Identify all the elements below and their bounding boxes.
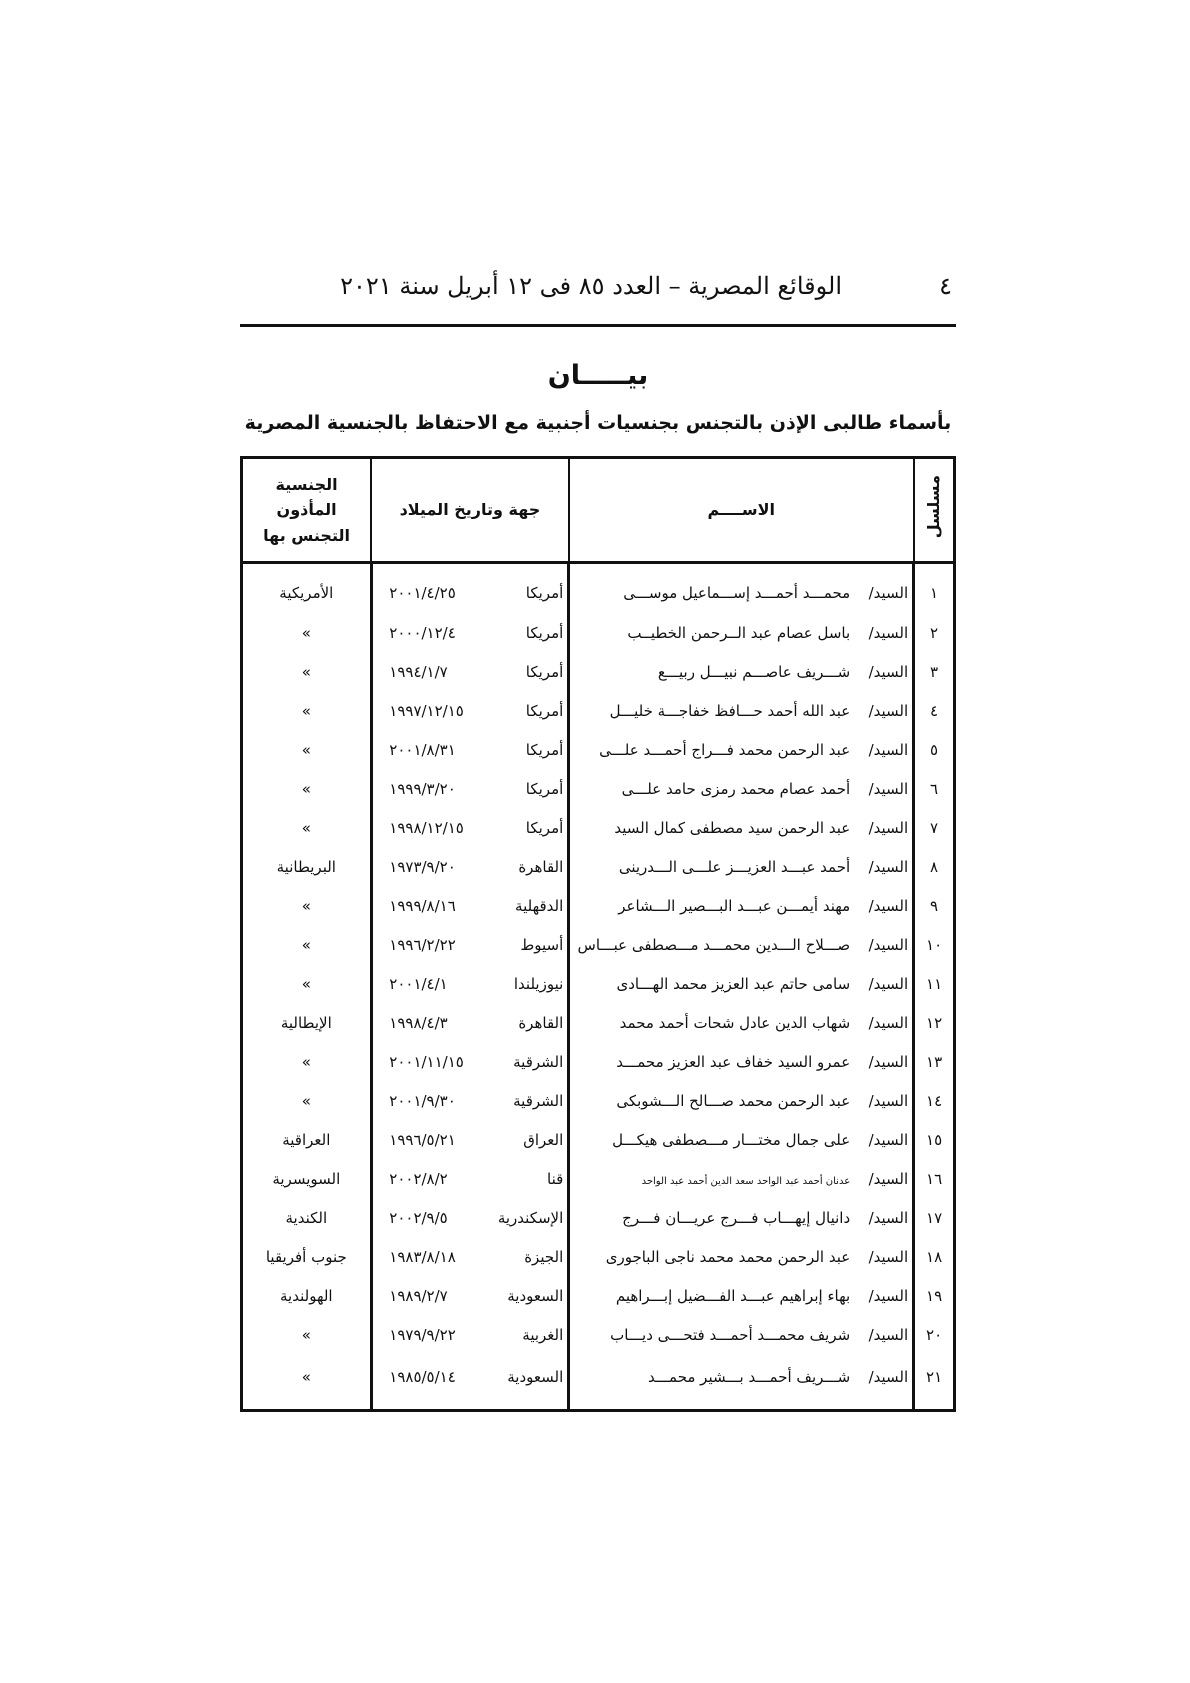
row-honorific: السيد/ xyxy=(868,623,909,642)
row-name-cell xyxy=(569,691,914,730)
row-honorific: السيد/ xyxy=(868,1286,909,1305)
row-birth-cell xyxy=(371,1315,569,1354)
row-nationality: » xyxy=(242,613,372,652)
row-honorific: السيد/ xyxy=(868,1013,909,1032)
row-nationality: البريطانية xyxy=(242,847,372,886)
row-honorific: السيد/ xyxy=(868,1247,909,1266)
row-honorific: السيد/ xyxy=(868,818,909,837)
row-serial: ٨ xyxy=(914,847,955,886)
row-birth-cell xyxy=(371,1237,569,1276)
row-serial: ١١ xyxy=(914,964,955,1003)
row-birth-cell xyxy=(371,730,569,769)
row-full-name: عبد الرحمن سيد مصطفى كمال السيد xyxy=(614,818,851,837)
row-name-cell xyxy=(569,613,914,652)
row-serial: ٣ xyxy=(914,652,955,691)
row-birth-place: أمريكا xyxy=(525,662,564,681)
page-number: ٤ xyxy=(939,272,952,300)
row-honorific: السيد/ xyxy=(868,1169,909,1188)
row-birth-place: القاهرة xyxy=(518,857,564,876)
row-nationality: الإيطالية xyxy=(242,1003,372,1042)
row-birth-date: ٢٠٠٢/٨/٢ xyxy=(389,1169,448,1188)
row-birth-date: ١٩٩٩/٨/١٦ xyxy=(389,896,456,915)
row-nationality: » xyxy=(242,964,372,1003)
row-serial: ١٣ xyxy=(914,1042,955,1081)
row-birth-date: ١٩٩٩/٣/٢٠ xyxy=(389,779,456,798)
row-name-cell xyxy=(569,1159,914,1198)
row-honorific: السيد/ xyxy=(868,857,909,876)
row-birth-cell xyxy=(371,964,569,1003)
row-serial: ١ xyxy=(914,563,955,614)
row-name-cell xyxy=(569,847,914,886)
row-nationality: » xyxy=(242,808,372,847)
row-serial: ١٠ xyxy=(914,925,955,964)
table-row xyxy=(242,691,955,730)
row-full-name: شريف محمـــد أحمـــد فتحـــى ديـــاب xyxy=(610,1325,851,1344)
table-row xyxy=(242,1276,955,1315)
page-header xyxy=(240,270,956,327)
row-honorific: السيد/ xyxy=(868,974,909,993)
row-serial: ٤ xyxy=(914,691,955,730)
row-full-name: عبد الله أحمد حـــافظ خفاجـــة خليـــل xyxy=(609,701,851,720)
row-birth-place: الشرقية xyxy=(513,1091,564,1110)
row-birth-date: ٢٠٠١/٤/١ xyxy=(389,974,448,993)
row-nationality: العراقية xyxy=(242,1120,372,1159)
table-row xyxy=(242,1198,955,1237)
row-nationality: الأمريكية xyxy=(242,563,372,614)
row-serial: ٢٠ xyxy=(914,1315,955,1354)
row-full-name: سامى حاتم عبد العزيز محمد الهـــادى xyxy=(616,974,851,993)
row-honorific: السيد/ xyxy=(868,1367,909,1386)
row-birth-cell xyxy=(371,1159,569,1198)
table-row xyxy=(242,1237,955,1276)
row-name-cell xyxy=(569,1276,914,1315)
row-full-name: أحمد عبـــد العزيـــز علـــى الـــدرينى xyxy=(618,857,851,876)
row-honorific: السيد/ xyxy=(868,701,909,720)
table-row xyxy=(242,847,955,886)
table-row xyxy=(242,1042,955,1081)
row-birth-date: ٢٠٠٠/١٢/٤ xyxy=(389,623,456,642)
row-name-cell xyxy=(569,563,914,614)
row-name-cell xyxy=(569,652,914,691)
row-full-name: عبد الرحمن محمد فـــراج أحمـــد علـــى xyxy=(599,740,851,759)
row-birth-cell xyxy=(371,1120,569,1159)
table-row xyxy=(242,1081,955,1120)
row-birth-place: العراق xyxy=(523,1130,564,1149)
running-head: الوقائع المصرية – العدد ٨٥ فى ١٢ أبريل سنة ٢٠٢١ xyxy=(340,272,842,300)
row-birth-place: أسيوط xyxy=(520,935,564,954)
document-title: بيـــــان xyxy=(547,360,649,391)
row-birth-cell xyxy=(371,808,569,847)
row-name-cell xyxy=(569,808,914,847)
row-birth-place: أمريكا xyxy=(525,779,564,798)
row-full-name: شهاب الدين عادل شحات أحمد محمد xyxy=(619,1013,851,1032)
row-honorific: السيد/ xyxy=(868,662,909,681)
row-serial: ١٩ xyxy=(914,1276,955,1315)
table-row xyxy=(242,730,955,769)
header-name: الاســــم xyxy=(569,458,914,563)
row-full-name: بهاء إبراهيم عبـــد الفـــضيل إبـــراهيم xyxy=(615,1286,851,1305)
row-birth-place: قنا xyxy=(547,1169,564,1188)
row-serial: ١٤ xyxy=(914,1081,955,1120)
row-name-cell xyxy=(569,1315,914,1354)
row-birth-date: ١٩٨٣/٨/١٨ xyxy=(389,1247,456,1266)
row-birth-cell xyxy=(371,1276,569,1315)
document-subtitle: بأسماء طالبى الإذن بالتجنس بجنسيات أجنبية مع الاحتفاظ بالجنسية المصرية xyxy=(244,412,952,434)
row-nationality: » xyxy=(242,1354,372,1411)
row-birth-place: الشرقية xyxy=(513,1052,564,1071)
applicants-table xyxy=(240,456,956,1412)
table-row xyxy=(242,1315,955,1354)
row-full-name: دانيال إيهـــاب فـــرج عريـــان فـــرج xyxy=(622,1208,851,1227)
row-serial: ٢١ xyxy=(914,1354,955,1411)
row-nationality: » xyxy=(242,1315,372,1354)
table-row xyxy=(242,769,955,808)
row-birth-place: نيوزيلندا xyxy=(513,974,564,993)
row-nationality: جنوب أفريقيا xyxy=(242,1237,372,1276)
row-birth-cell xyxy=(371,652,569,691)
row-birth-cell xyxy=(371,1003,569,1042)
row-name-cell xyxy=(569,1237,914,1276)
row-birth-place: أمريكا xyxy=(525,701,564,720)
table-row xyxy=(242,613,955,652)
row-birth-cell xyxy=(371,563,569,614)
row-nationality: » xyxy=(242,769,372,808)
row-honorific: السيد/ xyxy=(868,1052,909,1071)
row-birth-place: الجيزة xyxy=(524,1247,564,1266)
row-serial: ١٢ xyxy=(914,1003,955,1042)
row-serial: ١٨ xyxy=(914,1237,955,1276)
row-birth-date: ١٩٧٩/٩/٢٢ xyxy=(389,1325,456,1344)
row-nationality: الهولندية xyxy=(242,1276,372,1315)
row-birth-date: ١٩٨٩/٢/٧ xyxy=(389,1286,448,1305)
row-birth-cell xyxy=(371,691,569,730)
row-birth-place: القاهرة xyxy=(518,1013,564,1032)
row-name-cell xyxy=(569,769,914,808)
row-nationality: السويسرية xyxy=(242,1159,372,1198)
row-birth-place: الدقهلية xyxy=(515,896,564,915)
row-nationality: » xyxy=(242,1081,372,1120)
header-nationality: الجنسية المأذون التجنس بها xyxy=(242,458,372,563)
row-nationality: » xyxy=(242,691,372,730)
row-honorific: السيد/ xyxy=(868,779,909,798)
row-birth-date: ٢٠٠١/١١/١٥ xyxy=(389,1052,464,1071)
table-row xyxy=(242,964,955,1003)
row-honorific: السيد/ xyxy=(868,1091,909,1110)
row-nationality: » xyxy=(242,652,372,691)
row-birth-place: السعودية xyxy=(507,1286,564,1305)
row-name-cell xyxy=(569,886,914,925)
row-birth-cell xyxy=(371,886,569,925)
row-birth-cell xyxy=(371,925,569,964)
row-full-name: عبد الرحمن محمد محمد ناجى الباجورى xyxy=(605,1247,851,1266)
row-name-cell xyxy=(569,1354,914,1411)
row-full-name: عمرو السيد خفاف عبد العزيز محمـــد xyxy=(616,1052,851,1071)
row-honorific: السيد/ xyxy=(868,935,909,954)
table-body xyxy=(242,563,955,1411)
row-birth-cell xyxy=(371,847,569,886)
row-full-name: باسل عصام عبد الــرحمن الخطيــب xyxy=(627,623,851,642)
row-serial: ٢ xyxy=(914,613,955,652)
row-birth-date: ١٩٩٨/٤/٣ xyxy=(389,1013,448,1032)
row-birth-date: ١٩٩٨/١٢/١٥ xyxy=(389,818,464,837)
row-birth-date: ١٩٧٣/٩/٢٠ xyxy=(389,857,456,876)
row-birth-cell xyxy=(371,1198,569,1237)
row-nationality: » xyxy=(242,1042,372,1081)
row-serial: ٩ xyxy=(914,886,955,925)
table-row xyxy=(242,1120,955,1159)
row-name-cell xyxy=(569,1198,914,1237)
row-name-cell xyxy=(569,1042,914,1081)
row-serial: ١٥ xyxy=(914,1120,955,1159)
row-full-name: صـــلاح الـــدين محمـــد مـــصطفى عبـــاس xyxy=(577,935,851,954)
header-serial: مسلسل xyxy=(914,458,955,563)
table-row xyxy=(242,1003,955,1042)
row-honorific: السيد/ xyxy=(868,583,909,602)
row-birth-date: ٢٠٠٢/٩/٥ xyxy=(389,1208,448,1227)
table-row xyxy=(242,1354,955,1411)
row-nationality: » xyxy=(242,925,372,964)
row-honorific: السيد/ xyxy=(868,740,909,759)
row-nationality: » xyxy=(242,886,372,925)
row-name-cell xyxy=(569,730,914,769)
row-serial: ٦ xyxy=(914,769,955,808)
row-full-name: محمـــد أحمـــد إســـماعيل موســـى xyxy=(623,583,851,602)
row-full-name: شـــريف عاصـــم نبيـــل ربيـــع xyxy=(657,662,851,681)
table-row xyxy=(242,1159,955,1198)
row-birth-date: ١٩٩٦/٥/٢١ xyxy=(389,1130,456,1149)
row-serial: ١٦ xyxy=(914,1159,955,1198)
row-birth-place: أمريكا xyxy=(525,740,564,759)
row-birth-place: الإسكندرية xyxy=(497,1208,564,1227)
table-row xyxy=(242,652,955,691)
row-birth-place: أمريكا xyxy=(525,818,564,837)
row-name-cell xyxy=(569,1120,914,1159)
row-nationality: » xyxy=(242,730,372,769)
table-row xyxy=(242,886,955,925)
row-full-name: مهند أيمـــن عبـــد البـــصير الـــشاعر xyxy=(618,896,851,915)
row-birth-date: ١٩٩٦/٢/٢٢ xyxy=(389,935,456,954)
row-birth-date: ٢٠٠١/٤/٢٥ xyxy=(389,583,456,602)
row-full-name: عبد الرحمن محمد صـــالح الـــشوبكى xyxy=(616,1091,851,1110)
row-full-name: على جمال مختـــار مـــصطفى هيكـــل xyxy=(612,1130,851,1149)
row-birth-cell xyxy=(371,613,569,652)
row-birth-cell xyxy=(371,1081,569,1120)
row-birth-place: أمريكا xyxy=(525,583,564,602)
row-birth-date: ٢٠٠١/٩/٣٠ xyxy=(389,1091,456,1110)
row-honorific: السيد/ xyxy=(868,1325,909,1344)
row-name-cell xyxy=(569,964,914,1003)
table-row xyxy=(242,808,955,847)
row-name-cell xyxy=(569,925,914,964)
row-name-cell xyxy=(569,1003,914,1042)
row-honorific: السيد/ xyxy=(868,896,909,915)
table-row xyxy=(242,925,955,964)
row-nationality: الكندية xyxy=(242,1198,372,1237)
row-honorific: السيد/ xyxy=(868,1208,909,1227)
row-birth-date: ١٩٨٥/٥/١٤ xyxy=(389,1367,456,1386)
row-full-name: شـــريف أحمـــد بـــشير محمـــد xyxy=(647,1367,851,1386)
row-birth-cell xyxy=(371,769,569,808)
row-birth-date: ٢٠٠١/٨/٣١ xyxy=(389,740,456,759)
row-serial: ٧ xyxy=(914,808,955,847)
row-honorific: السيد/ xyxy=(868,1130,909,1149)
row-birth-place: الغربية xyxy=(522,1325,564,1344)
row-birth-place: السعودية xyxy=(507,1367,564,1386)
row-name-cell xyxy=(569,1081,914,1120)
table-row xyxy=(242,563,955,614)
row-birth-date: ١٩٩٧/١٢/١٥ xyxy=(389,701,464,720)
row-full-name: عدنان أحمد عبد الواحد سعد الدين أحمد عبد الواحد xyxy=(641,1175,851,1187)
row-birth-cell xyxy=(371,1354,569,1411)
row-birth-place: أمريكا xyxy=(525,623,564,642)
row-birth-date: ١٩٩٤/١/٧ xyxy=(389,662,448,681)
row-full-name: أحمد عصام محمد رمزى حامد علـــى xyxy=(621,779,851,798)
row-serial: ١٧ xyxy=(914,1198,955,1237)
row-serial: ٥ xyxy=(914,730,955,769)
row-birth-cell xyxy=(371,1042,569,1081)
header-birth: جهة وتاريخ الميلاد xyxy=(371,458,569,563)
table-header-row xyxy=(242,458,955,563)
